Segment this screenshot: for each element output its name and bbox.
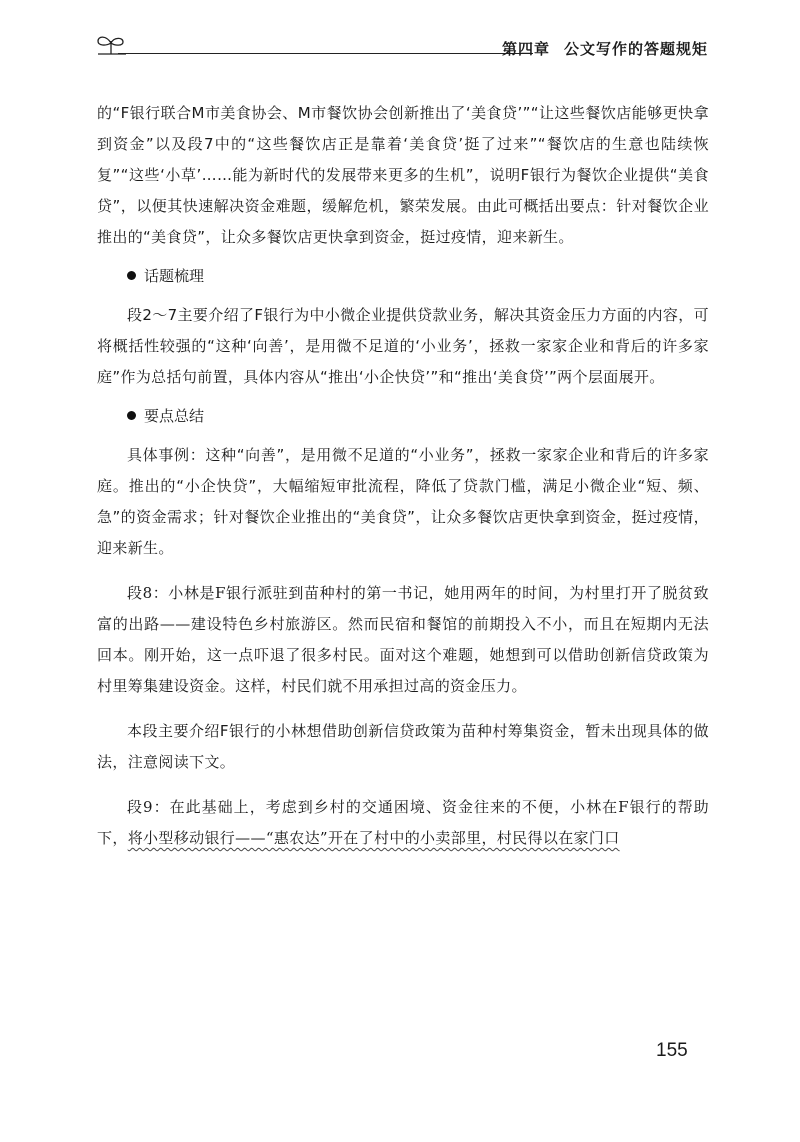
page-number: 155 [656,1040,688,1061]
section-heading-topic [97,261,709,292]
section-heading-summary [97,401,709,432]
paragraph-section-8: 段8：小林是F银行派驻到苗种村的第一书记，她用两年的时间，为村里打开了脱贫致富的出路——建设特色乡村旅游区。然而民宿和餐馆的前期投入不小，而且在短期内无法回本。刚开始，这一点吓退了很多村民。面对这个难题，她想到可以借助创新信贷政策为村里筹集建设资金。这样，村民们就不用承担过高的资金压力。 [97,584,709,695]
running-header [96,30,708,70]
section-9-underlined-text: 将小型移动银行——“惠农达”开在了村中的小卖部里，村民得以在家门口 [127,829,620,847]
paragraph-section-8-analysis: 本段主要介绍F银行的小林想借助创新信贷政策为苗种村筹集资金，暂未出现具体的做法，注意阅读下文。 [97,722,709,771]
chapter-title: 公文写作的答题规矩 [563,40,708,58]
section-9-text: 段9：在此基础上，考虑到乡村的交通困境、资金往来的不便，小林在F银行的帮助下， [97,798,709,847]
paragraph-section-9 [97,792,709,854]
paragraph-topic-review: 段2～7主要介绍了F银行为中小微企业提供贷款业务，解决其资金压力方面的内容，可将概括性较强的“这种‘向善’，是用微不足道的‘小业务’，拯救一家家企业和背后的许多家庭”作为总括句前置，具体内容从“推出‘小企快贷’”和“推出‘美食贷’”两个层面展开。 [97,306,709,386]
bullet-dot-icon [127,271,136,280]
chapter-heading [502,38,708,59]
page-body [97,98,709,854]
bullet-dot-icon [127,411,136,420]
header-rule [118,53,533,54]
paragraph-meishidai-summary: 的“F银行联合M市美食协会、M市餐饮协会创新推出了‘美食贷’”“让这些餐饮店能够更快拿到资金”以及段7中的“这些餐饮店正是靠着‘美食贷’挺了过来”“餐饮店的生意也陆续恢复”“这些‘小草’……能为新时代的发展带来更多的生机”，说明F银行为餐饮企业提供“美食贷”，以便其快速解决资金难题，缓解危机，繁荣发展。由此可概括出要点：针对餐饮企业推出的“美食贷”，让众多餐饮店更快拿到资金，挺过疫情，迎来新生。 [97,104,709,246]
chapter-number: 第四章 [501,40,550,58]
section-heading-label: 话题梳理 [144,267,205,285]
paragraph-key-points: 具体事例：这种“向善”，是用微不足道的“小业务”，拯救一家家企业和背后的许多家庭。推出的“小企快贷”，大幅缩短审批流程，降低了贷款门槛，满足小微企业“短、频、急”的资金需求；针对餐饮企业推出的“美食贷”，让众多餐饮店更快拿到资金，挺过疫情，迎来新生。 [97,446,709,557]
section-heading-label: 要点总结 [144,407,205,425]
